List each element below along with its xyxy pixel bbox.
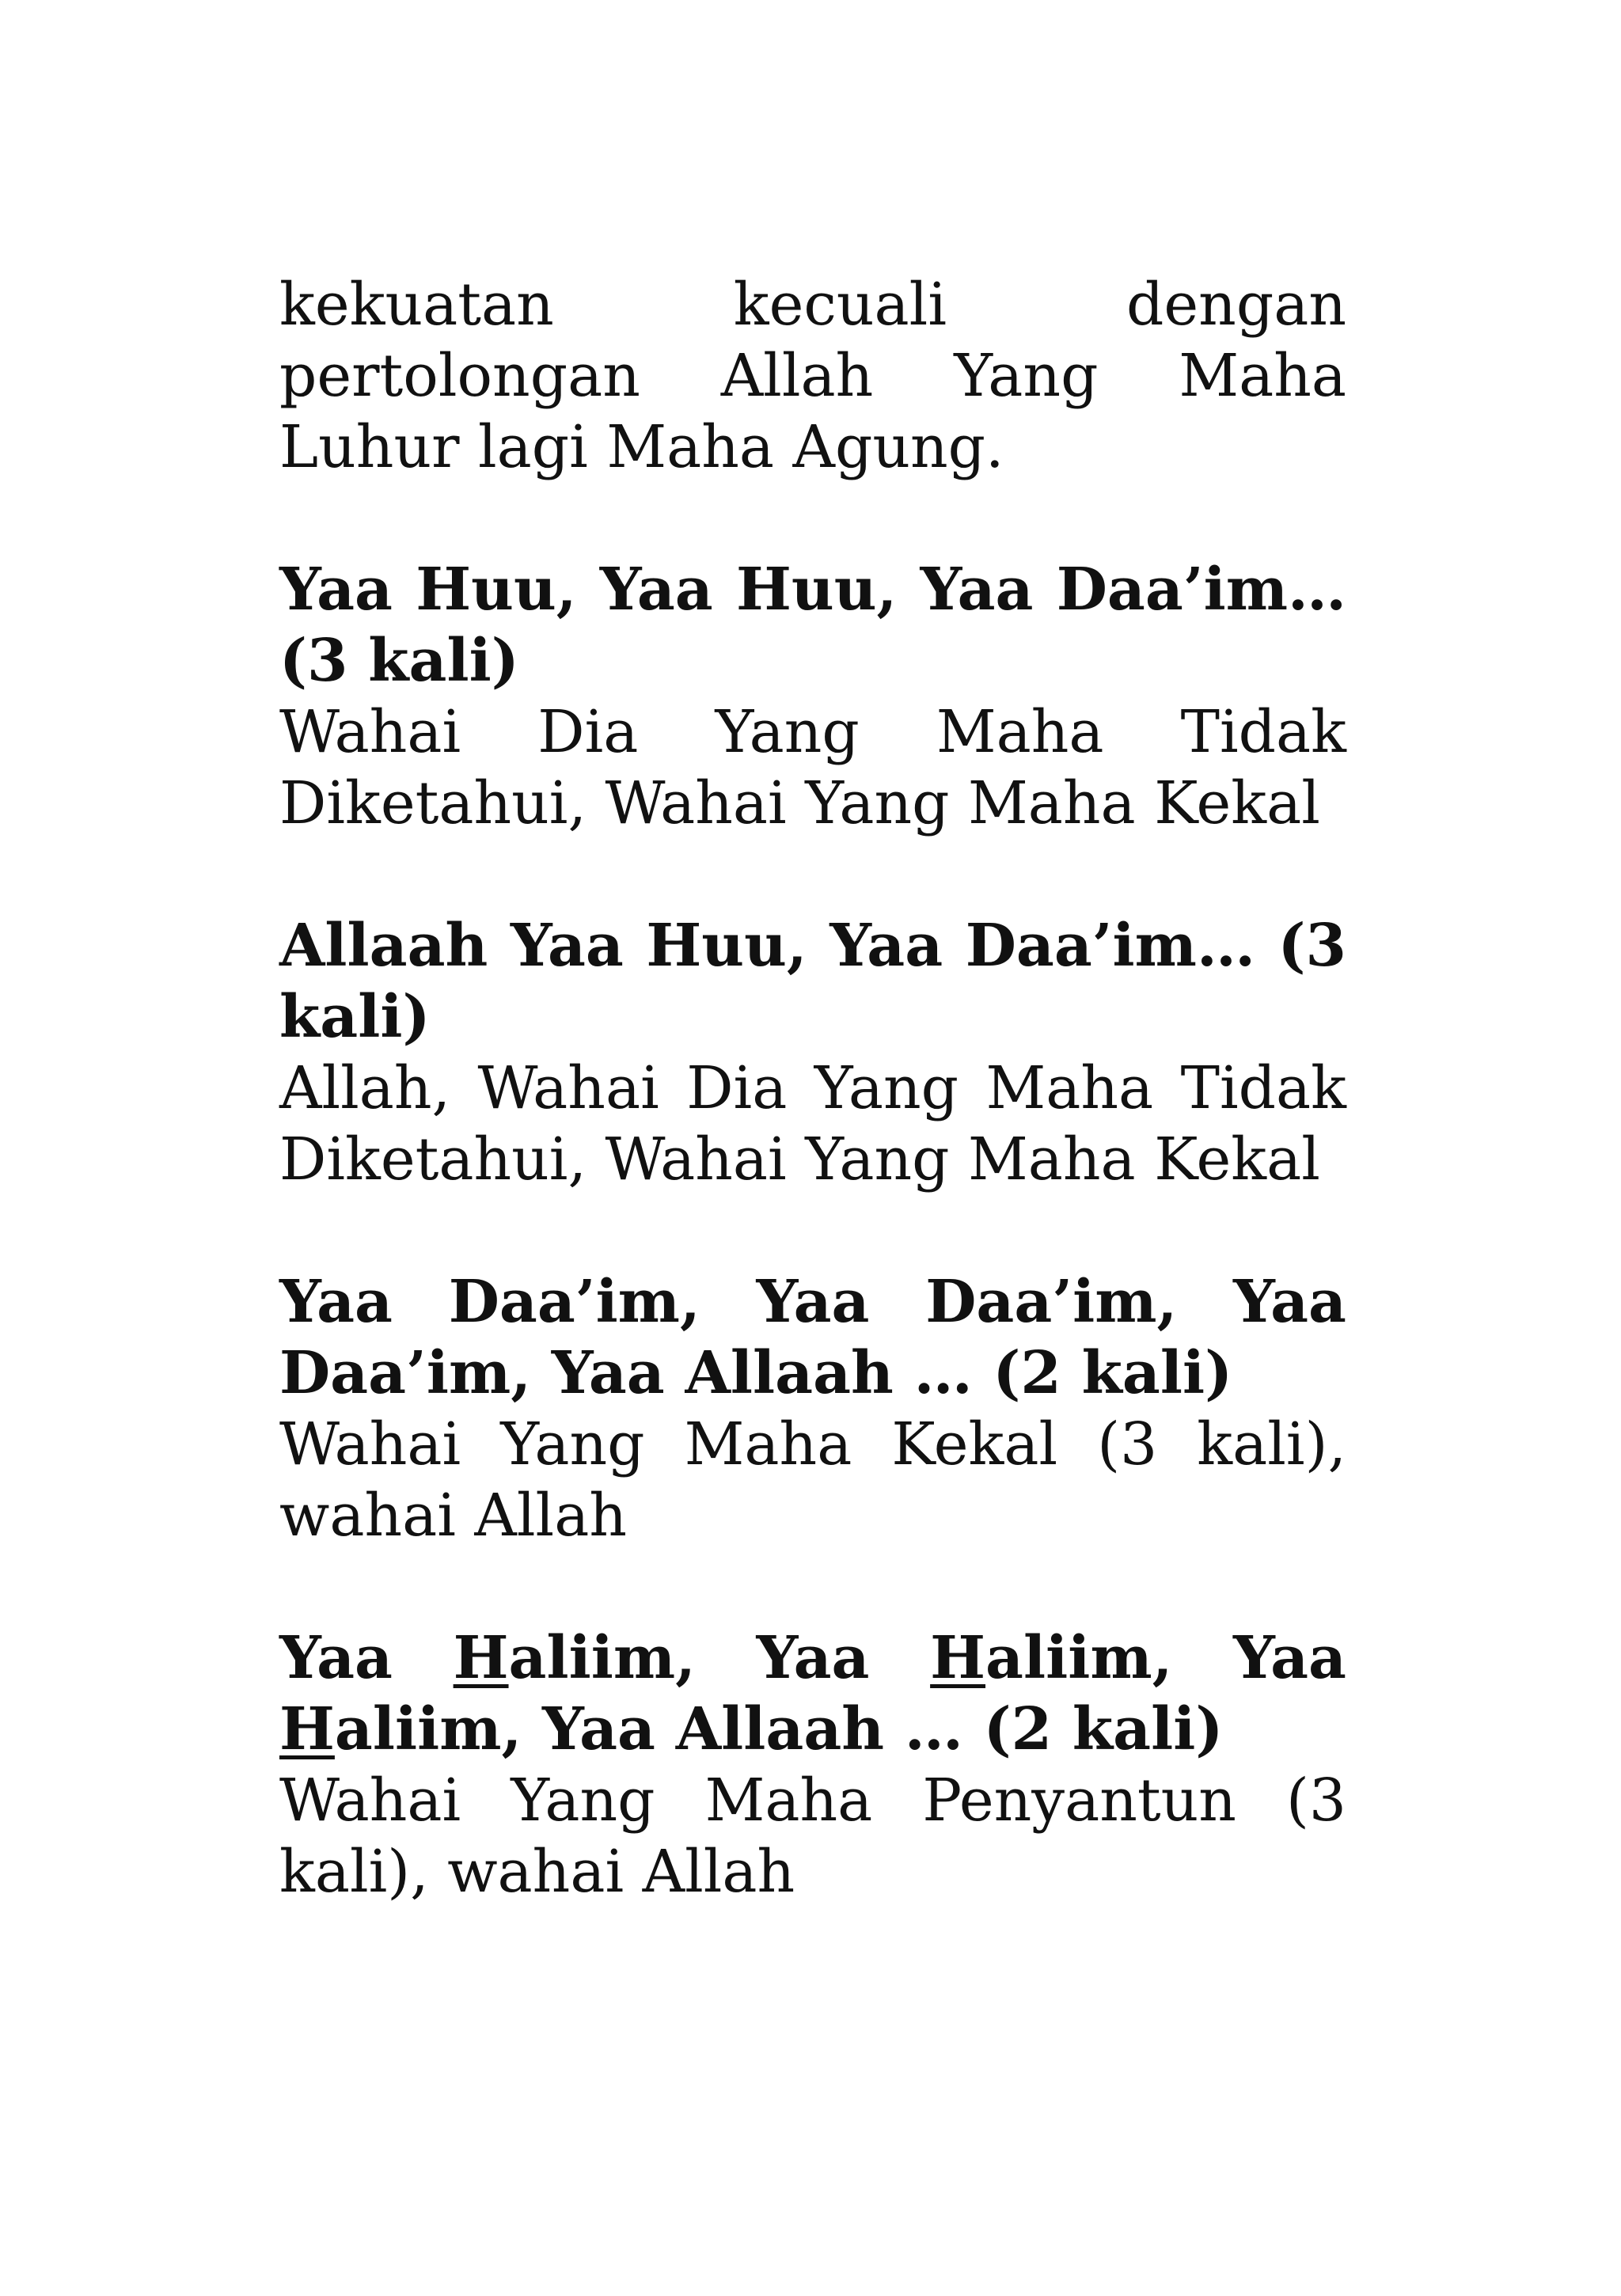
dhikr-translation: Wahai Dia Yang Maha Tidak Diketahui, Wahai Yang Maha Kekal <box>279 698 1346 837</box>
dhikr-section-2 <box>279 910 1346 1195</box>
heading-text: aliim, Yaa Allaah … (2 kali) <box>334 1695 1224 1763</box>
intro-paragraph: kekuatan kecuali dengan pertolongan Allah Yang Maha Luhur lagi Maha Agung. <box>279 271 1346 481</box>
dhikr-heading: Yaa Daa’im, Yaa Daa’im, Yaa Daa’im, Yaa Allaah … (2 kali) <box>279 1268 1346 1407</box>
dhikr-heading: Allaah Yaa Huu, Yaa Daa’im… (3 kali) <box>279 912 1346 1051</box>
heading-text: Yaa <box>279 1624 454 1692</box>
dhikr-section-4 <box>279 1622 1346 1907</box>
dhikr-heading: Yaa Huu, Yaa Huu, Yaa Daa’im… (3 kali) <box>279 556 1346 695</box>
heading-text: aliim, Yaa <box>985 1624 1346 1692</box>
dhikr-section-3 <box>279 1266 1346 1551</box>
dhikr-heading <box>279 1622 1346 1765</box>
dhikr-section-1 <box>279 554 1346 839</box>
dhikr-translation: Wahai Yang Maha Kekal (3 kali), wahai Allah <box>279 1410 1346 1550</box>
underlined-letter: H <box>930 1624 986 1692</box>
dhikr-translation: Allah, Wahai Dia Yang Maha Tidak Diketahui, Wahai Yang Maha Kekal <box>279 1054 1346 1194</box>
document-page <box>279 269 1346 1907</box>
dhikr-translation: Wahai Yang Maha Penyantun (3 kali), wahai Allah <box>279 1767 1346 1906</box>
underlined-letter: H <box>453 1624 509 1692</box>
underlined-letter: H <box>279 1695 335 1763</box>
heading-text: aliim, Yaa <box>508 1624 931 1692</box>
